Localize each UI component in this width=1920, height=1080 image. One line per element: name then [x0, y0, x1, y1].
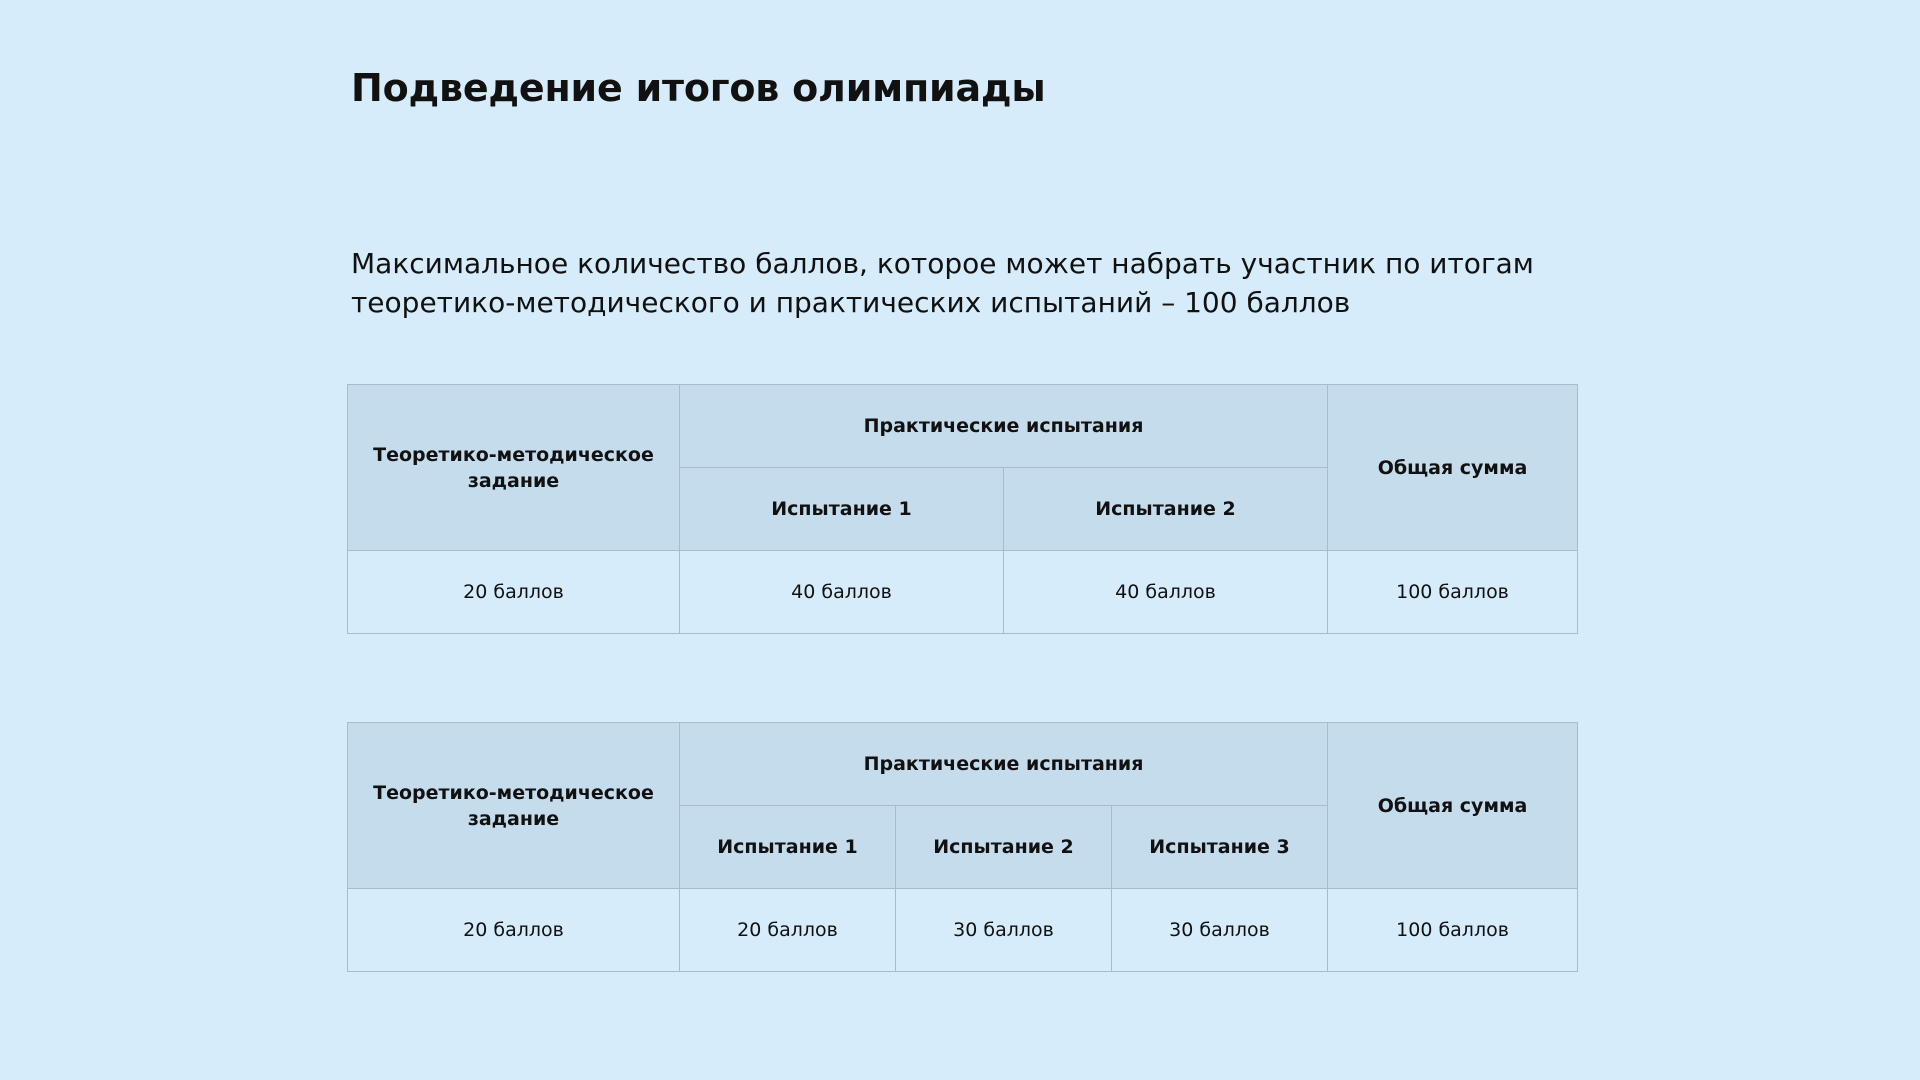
page-title: Подведение итогов олимпиады: [351, 66, 1046, 110]
test-1-header: Испытание 1: [680, 468, 1004, 551]
scores-table-two-tests: [347, 384, 1578, 634]
total-score: 100 баллов: [1328, 889, 1578, 972]
test-2-score: 30 баллов: [896, 889, 1112, 972]
practical-header: Практические испытания: [680, 385, 1328, 468]
scores-table-three-tests: [347, 722, 1578, 972]
total-header: Общая сумма: [1328, 723, 1578, 889]
theory-score: 20 баллов: [348, 889, 680, 972]
theory-header: Теоретико-методическое задание: [348, 385, 680, 551]
test-2-header: Испытание 2: [896, 806, 1112, 889]
test-1-score: 40 баллов: [680, 551, 1004, 634]
total-score: 100 баллов: [1328, 551, 1578, 634]
practical-header: Практические испытания: [680, 723, 1328, 806]
test-1-header: Испытание 1: [680, 806, 896, 889]
test-1-score: 20 баллов: [680, 889, 896, 972]
test-3-score: 30 баллов: [1112, 889, 1328, 972]
intro-text: Максимальное количество баллов, которое может набрать участник по итогам теоретико-методического и практических испытаний – 100 баллов: [351, 247, 1534, 319]
test-2-score: 40 баллов: [1004, 551, 1328, 634]
theory-score: 20 баллов: [348, 551, 680, 634]
total-header: Общая сумма: [1328, 385, 1578, 551]
theory-header: Теоретико-методическое задание: [348, 723, 680, 889]
test-2-header: Испытание 2: [1004, 468, 1328, 551]
test-3-header: Испытание 3: [1112, 806, 1328, 889]
